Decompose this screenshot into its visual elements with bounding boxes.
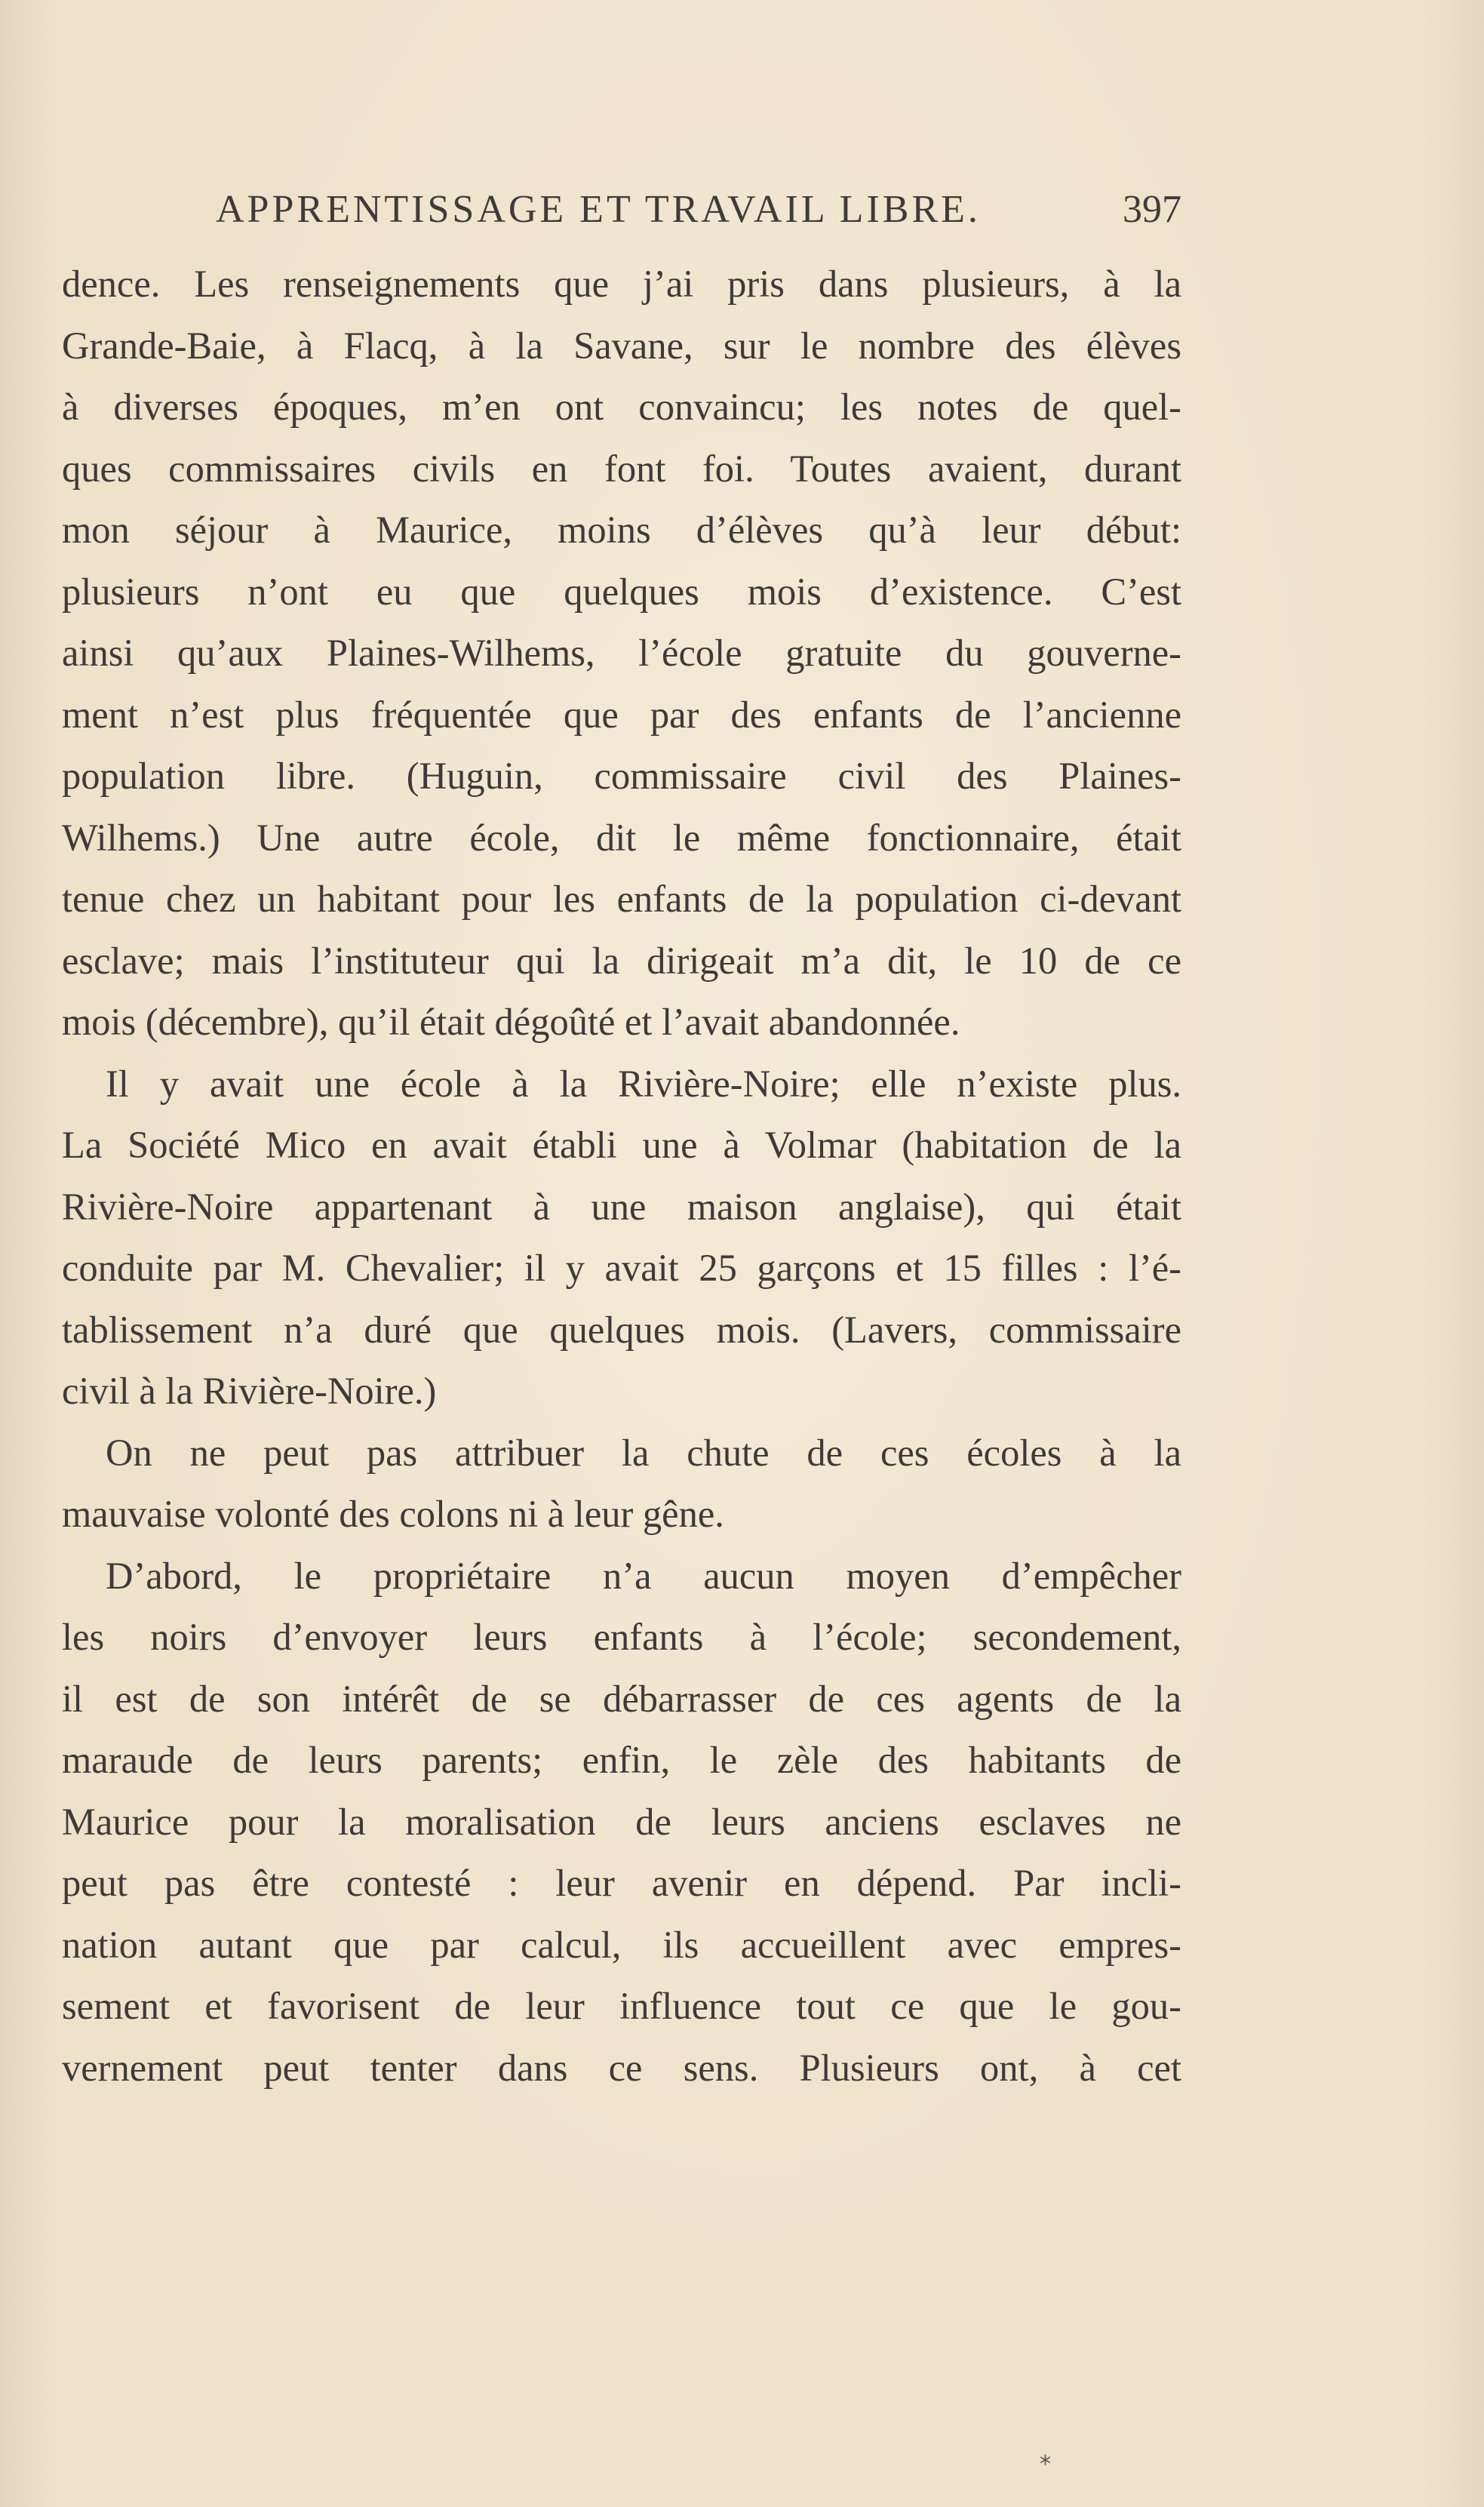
text-line: dence. Les renseignements que j’ai pris dans plusieurs, à la (62, 263, 1181, 305)
text-line: mauvaise volonté des colons ni à leur gêne. (62, 1493, 724, 1535)
text-line: à diverses époques, m’en ont convaincu; les notes de quel- (62, 386, 1181, 428)
running-head: APPRENTISSAGE ET TRAVAIL LIBRE. (216, 188, 981, 231)
text-line: ainsi qu’aux Plaines-Wilhems, l’école gratuite du gouverne- (62, 632, 1181, 674)
text-line: Wilhems.) Une autre école, dit le même fonctionnaire, était (62, 816, 1181, 859)
text-line: il est de son intérêt de se débarrasser de ces agents de la (62, 1677, 1181, 1720)
text-line: esclave; mais l’instituteur qui la dirigeait m’a dit, le 10 de ce (62, 939, 1181, 982)
text-line: plusieurs n’ont eu que quelques mois d’existence. C’est (62, 570, 1181, 613)
signature-mark: * (1040, 2451, 1051, 2478)
page-number: 397 (1123, 188, 1181, 231)
text-line: tablissement n’a duré que quelques mois. (Lavers, commissaire (62, 1308, 1181, 1351)
text-line: vernement peut tenter dans ce sens. Plusieurs ont, à cet (62, 2046, 1181, 2089)
body-text (62, 254, 1181, 2099)
text-line: civil à la Rivière-Noire.) (62, 1370, 437, 1412)
text-line: population libre. (Huguin, commissaire civil des Plaines- (62, 755, 1181, 797)
text-line: maraude de leurs parents; enfin, le zèle des habitants de (62, 1739, 1181, 1781)
page-header (65, 187, 1181, 248)
text-line: Il y avait une école à la Rivière-Noire; elle n’existe plus. (106, 1062, 1181, 1105)
text-line: ment n’est plus fréquentée que par des enfants de l’ancienne (62, 693, 1181, 736)
text-line: ques commissaires civils en font foi. Toutes avaient, durant (62, 447, 1181, 490)
text-line: mois (décembre), qu’il était dégoûté et l’avait abandonnée. (62, 1001, 960, 1043)
text-line: tenue chez un habitant pour les enfants de la population ci-devant (62, 878, 1181, 920)
text-line: La Société Mico en avait établi une à Volmar (habitation de la (62, 1124, 1181, 1166)
text-line: D’abord, le propriétaire n’a aucun moyen d’empêcher (106, 1554, 1181, 1597)
text-line: conduite par M. Chevalier; il y avait 25 garçons et 15 filles : l’é- (62, 1247, 1181, 1289)
text-line: mon séjour à Maurice, moins d’élèves qu’à leur début: (62, 509, 1181, 551)
text-line: On ne peut pas attribuer la chute de ces écoles à la (106, 1431, 1181, 1474)
text-line: Maurice pour la moralisation de leurs anciens esclaves ne (62, 1800, 1181, 1843)
text-line: peut pas être contesté : leur avenir en dépend. Par incli- (62, 1862, 1181, 1904)
text-line: les noirs d’envoyer leurs enfants à l’école; secondement, (62, 1616, 1181, 1658)
text-line: Grande-Baie, à Flacq, à la Savane, sur le nombre des élèves (62, 324, 1181, 367)
text-line: Rivière-Noire appartenant à une maison anglaise), qui était (62, 1185, 1181, 1228)
text-line: nation autant que par calcul, ils accueillent avec empres- (62, 1923, 1181, 1966)
text-line: sement et favorisent de leur influence tout ce que le gou- (62, 1985, 1181, 2027)
